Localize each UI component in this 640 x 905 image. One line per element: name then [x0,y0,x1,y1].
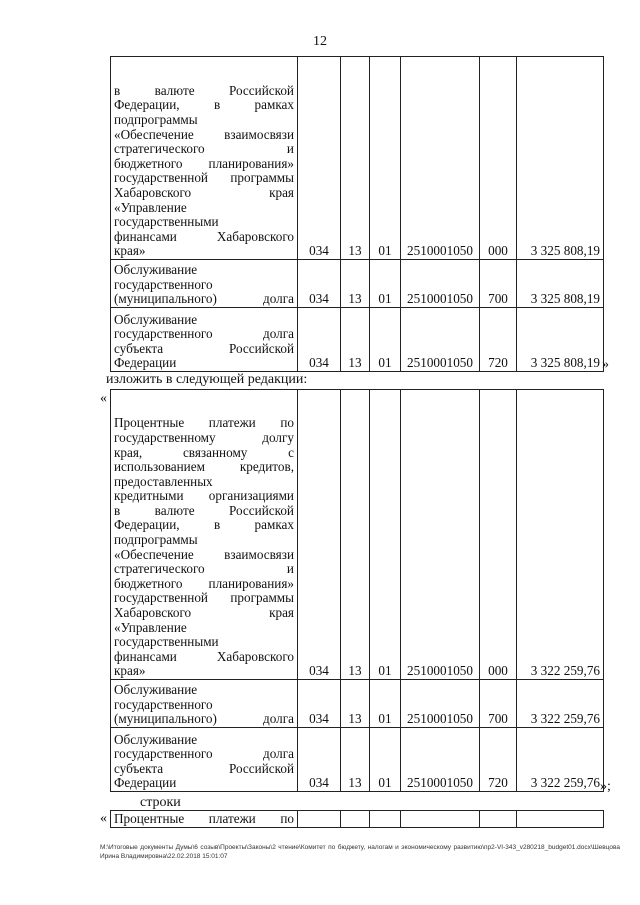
amount-cell [517,811,604,828]
row-description: Обслуживание государственного (муниципального) долга [111,260,298,308]
expense-type-cell: 720 [480,728,517,792]
expense-type-cell: 000 [480,57,517,260]
table-row [111,390,604,680]
target-code-cell: 2510001050 [401,390,480,680]
subsection-cell: 01 [370,57,401,260]
rows-word: строки [140,795,181,810]
budget-table-new [110,389,604,792]
expense-type-cell: 700 [480,260,517,308]
table-row [111,308,604,372]
section-cell [341,811,370,828]
target-code-cell: 2510001050 [401,308,480,372]
subsection-cell: 01 [370,728,401,792]
grbs-cell: 034 [298,390,341,680]
amount-cell: 3 325 808,19 [517,260,604,308]
expense-type-cell: 720 [480,308,517,372]
grbs-cell: 034 [298,680,341,728]
amount-cell: 3 322 259,76 [517,390,604,680]
table-row [111,680,604,728]
amount-cell: 3 325 808,19 [517,308,604,372]
section-cell: 13 [341,57,370,260]
amount-cell: 3 322 259,76 [517,680,604,728]
grbs-cell [298,811,341,828]
table-row [111,260,604,308]
row-description: Процентные платежи по государственному долгу края, связанному с использованием кредитов, предоставленных кредитными организациями в валюте Российской Федерации, в рамках подпрограммы «Обеспечение взаимосвязи стратегического и бюджетного планирования» государственной программы Хабаровского края «Управление государственными финансами Хабаровского края» [111,390,298,680]
subsection-cell [370,811,401,828]
page-number: 12 [313,34,327,49]
table-row [111,811,604,828]
closing-quote: »; [600,779,611,794]
subsection-cell: 01 [370,260,401,308]
row-description: Обслуживание государственного долга субъекта Российской Федерации [111,308,298,372]
target-code-cell: 2510001050 [401,728,480,792]
edit-instruction: изложить в следующей редакции: [106,372,308,387]
file-path-footer: M:\Итоговые документы Думы\6 созыв\Проекты\Законы\2 чтение\Комитет по бюджету, налогам и экономическому развитию\пр2-VI-343_v280218_budget01.docx\Шевцова Ирина Владимировна\22.02.2018 15:01:07 [100,844,620,860]
section-cell: 13 [341,260,370,308]
grbs-cell: 034 [298,57,341,260]
closing-quote: » [602,357,609,372]
amount-cell: 3 325 808,19 [517,57,604,260]
row-description: Процентные платежи по [111,811,298,828]
opening-quote: « [100,391,107,406]
subsection-cell: 01 [370,390,401,680]
table-row [111,57,604,260]
subsection-cell: 01 [370,680,401,728]
budget-table-next [110,810,604,828]
expense-type-cell: 700 [480,680,517,728]
section-cell: 13 [341,680,370,728]
row-description: Обслуживание государственного (муниципального) долга [111,680,298,728]
target-code-cell: 2510001050 [401,680,480,728]
grbs-cell: 034 [298,308,341,372]
row-description: в валюте Российской Федерации, в рамках подпрограммы «Обеспечение взаимосвязи стратегического и бюджетного планирования» государственной программы Хабаровского края «Управление государственными финансами Хабаровского края» [111,57,298,260]
amount-cell: 3 322 259,76 [517,728,604,792]
budget-table-old [110,56,604,372]
expense-type-cell [480,811,517,828]
section-cell: 13 [341,728,370,792]
grbs-cell: 034 [298,260,341,308]
section-cell: 13 [341,308,370,372]
expense-type-cell: 000 [480,390,517,680]
target-code-cell [401,811,480,828]
row-description: Обслуживание государственного долга субъекта Российской Федерации [111,728,298,792]
opening-quote: « [100,811,107,826]
table-row [111,728,604,792]
subsection-cell: 01 [370,308,401,372]
section-cell: 13 [341,390,370,680]
target-code-cell: 2510001050 [401,57,480,260]
grbs-cell: 034 [298,728,341,792]
target-code-cell: 2510001050 [401,260,480,308]
